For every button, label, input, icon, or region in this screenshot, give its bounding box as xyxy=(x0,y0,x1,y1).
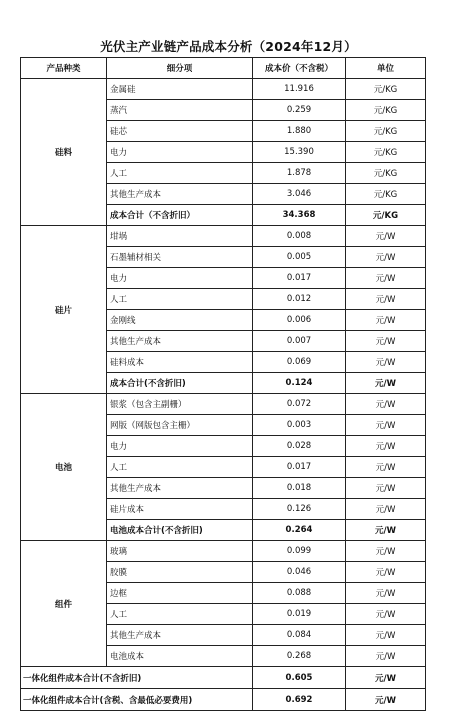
total-value: 0.605 xyxy=(253,667,346,689)
unit-cell: 元/KG xyxy=(346,79,426,100)
item-cell: 人工 xyxy=(107,289,253,310)
unit-cell: 元/KG xyxy=(346,100,426,121)
cost-cell: 11.916 xyxy=(253,79,346,100)
unit-cell: 元/W xyxy=(346,415,426,436)
unit-cell: 元/W xyxy=(346,373,426,394)
cost-cell: 0.099 xyxy=(253,541,346,562)
table-row xyxy=(21,541,426,562)
cost-cell: 0.018 xyxy=(253,478,346,499)
total-row xyxy=(21,667,426,689)
unit-cell: 元/W xyxy=(346,436,426,457)
total-value: 0.692 xyxy=(253,689,346,711)
cost-cell: 0.088 xyxy=(253,583,346,604)
item-cell: 硅片成本 xyxy=(107,499,253,520)
unit-cell: 元/W xyxy=(346,541,426,562)
category-cell: 硅片 xyxy=(21,226,107,394)
cost-cell: 0.007 xyxy=(253,331,346,352)
unit-cell: 元/W xyxy=(346,268,426,289)
cost-cell: 0.259 xyxy=(253,100,346,121)
unit-cell: 元/W xyxy=(346,646,426,667)
table-body xyxy=(21,79,426,711)
cost-cell: 0.017 xyxy=(253,457,346,478)
cost-cell: 34.368 xyxy=(253,205,346,226)
unit-cell: 元/KG xyxy=(346,142,426,163)
category-cell: 电池 xyxy=(21,394,107,541)
unit-cell: 元/W xyxy=(346,289,426,310)
item-cell: 玻璃 xyxy=(107,541,253,562)
unit-cell: 元/W xyxy=(346,226,426,247)
unit-cell: 元/KG xyxy=(346,205,426,226)
page-title: 光伏主产业链产品成本分析（2024年12月） xyxy=(100,39,357,54)
item-cell: 硅芯 xyxy=(107,121,253,142)
header-cost: 成本价（不含税） xyxy=(253,58,346,79)
unit-cell: 元/W xyxy=(346,604,426,625)
category-cell: 硅料 xyxy=(21,79,107,226)
item-cell: 边框 xyxy=(107,583,253,604)
cost-cell: 0.006 xyxy=(253,310,346,331)
cost-cell: 15.390 xyxy=(253,142,346,163)
cost-cell: 0.012 xyxy=(253,289,346,310)
header-unit: 单位 xyxy=(346,58,426,79)
unit-cell: 元/W xyxy=(346,310,426,331)
item-cell: 其他生产成本 xyxy=(107,478,253,499)
item-cell: 人工 xyxy=(107,604,253,625)
total-unit: 元/W xyxy=(346,667,426,689)
unit-cell: 元/W xyxy=(346,247,426,268)
item-cell: 其他生产成本 xyxy=(107,331,253,352)
cost-cell: 0.005 xyxy=(253,247,346,268)
item-cell: 胶膜 xyxy=(107,562,253,583)
total-label: 一体化组件成本合计(不含折旧) xyxy=(21,667,253,689)
cost-cell: 0.268 xyxy=(253,646,346,667)
cost-cell: 0.126 xyxy=(253,499,346,520)
cost-cell: 1.878 xyxy=(253,163,346,184)
total-unit: 元/W xyxy=(346,689,426,711)
item-cell: 成本合计（不含折旧） xyxy=(107,205,253,226)
table-row xyxy=(21,79,426,100)
unit-cell: 元/W xyxy=(346,499,426,520)
header-item: 细分项 xyxy=(107,58,253,79)
unit-cell: 元/W xyxy=(346,352,426,373)
item-cell: 人工 xyxy=(107,163,253,184)
header-category: 产品种类 xyxy=(21,58,107,79)
item-cell: 其他生产成本 xyxy=(107,184,253,205)
item-cell: 石墨辅材相关 xyxy=(107,247,253,268)
item-cell: 蒸汽 xyxy=(107,100,253,121)
cost-cell: 0.017 xyxy=(253,268,346,289)
item-cell: 电池成本 xyxy=(107,646,253,667)
unit-cell: 元/W xyxy=(346,478,426,499)
item-cell: 成本合计(不含折旧) xyxy=(107,373,253,394)
cost-cell: 0.046 xyxy=(253,562,346,583)
table-row xyxy=(21,226,426,247)
unit-cell: 元/KG xyxy=(346,121,426,142)
unit-cell: 元/W xyxy=(346,625,426,646)
unit-cell: 元/W xyxy=(346,331,426,352)
cost-table xyxy=(20,57,426,711)
cost-cell: 0.003 xyxy=(253,415,346,436)
item-cell: 银浆（包含主副栅） xyxy=(107,394,253,415)
item-cell: 其他生产成本 xyxy=(107,625,253,646)
unit-cell: 元/W xyxy=(346,562,426,583)
item-cell: 金刚线 xyxy=(107,310,253,331)
item-cell: 坩埚 xyxy=(107,226,253,247)
cost-cell: 0.008 xyxy=(253,226,346,247)
cost-cell: 0.069 xyxy=(253,352,346,373)
cost-cell: 0.072 xyxy=(253,394,346,415)
item-cell: 硅料成本 xyxy=(107,352,253,373)
cost-cell: 1.880 xyxy=(253,121,346,142)
category-cell: 组件 xyxy=(21,541,107,667)
cost-cell: 0.084 xyxy=(253,625,346,646)
table-row xyxy=(21,394,426,415)
cost-cell: 0.019 xyxy=(253,604,346,625)
cost-cell: 0.264 xyxy=(253,520,346,541)
item-cell: 人工 xyxy=(107,457,253,478)
unit-cell: 元/KG xyxy=(346,163,426,184)
item-cell: 金属硅 xyxy=(107,79,253,100)
unit-cell: 元/W xyxy=(346,520,426,541)
total-label: 一体化组件成本合计(含税、含最低必要费用) xyxy=(21,689,253,711)
item-cell: 电力 xyxy=(107,436,253,457)
cost-cell: 0.124 xyxy=(253,373,346,394)
item-cell: 网版（网版包含主栅） xyxy=(107,415,253,436)
item-cell: 电力 xyxy=(107,142,253,163)
unit-cell: 元/KG xyxy=(346,184,426,205)
unit-cell: 元/W xyxy=(346,583,426,604)
item-cell: 电池成本合计(不含折旧) xyxy=(107,520,253,541)
item-cell: 电力 xyxy=(107,268,253,289)
cost-cell: 3.046 xyxy=(253,184,346,205)
unit-cell: 元/W xyxy=(346,394,426,415)
cost-cell: 0.028 xyxy=(253,436,346,457)
unit-cell: 元/W xyxy=(346,457,426,478)
table-header-row xyxy=(21,58,426,79)
